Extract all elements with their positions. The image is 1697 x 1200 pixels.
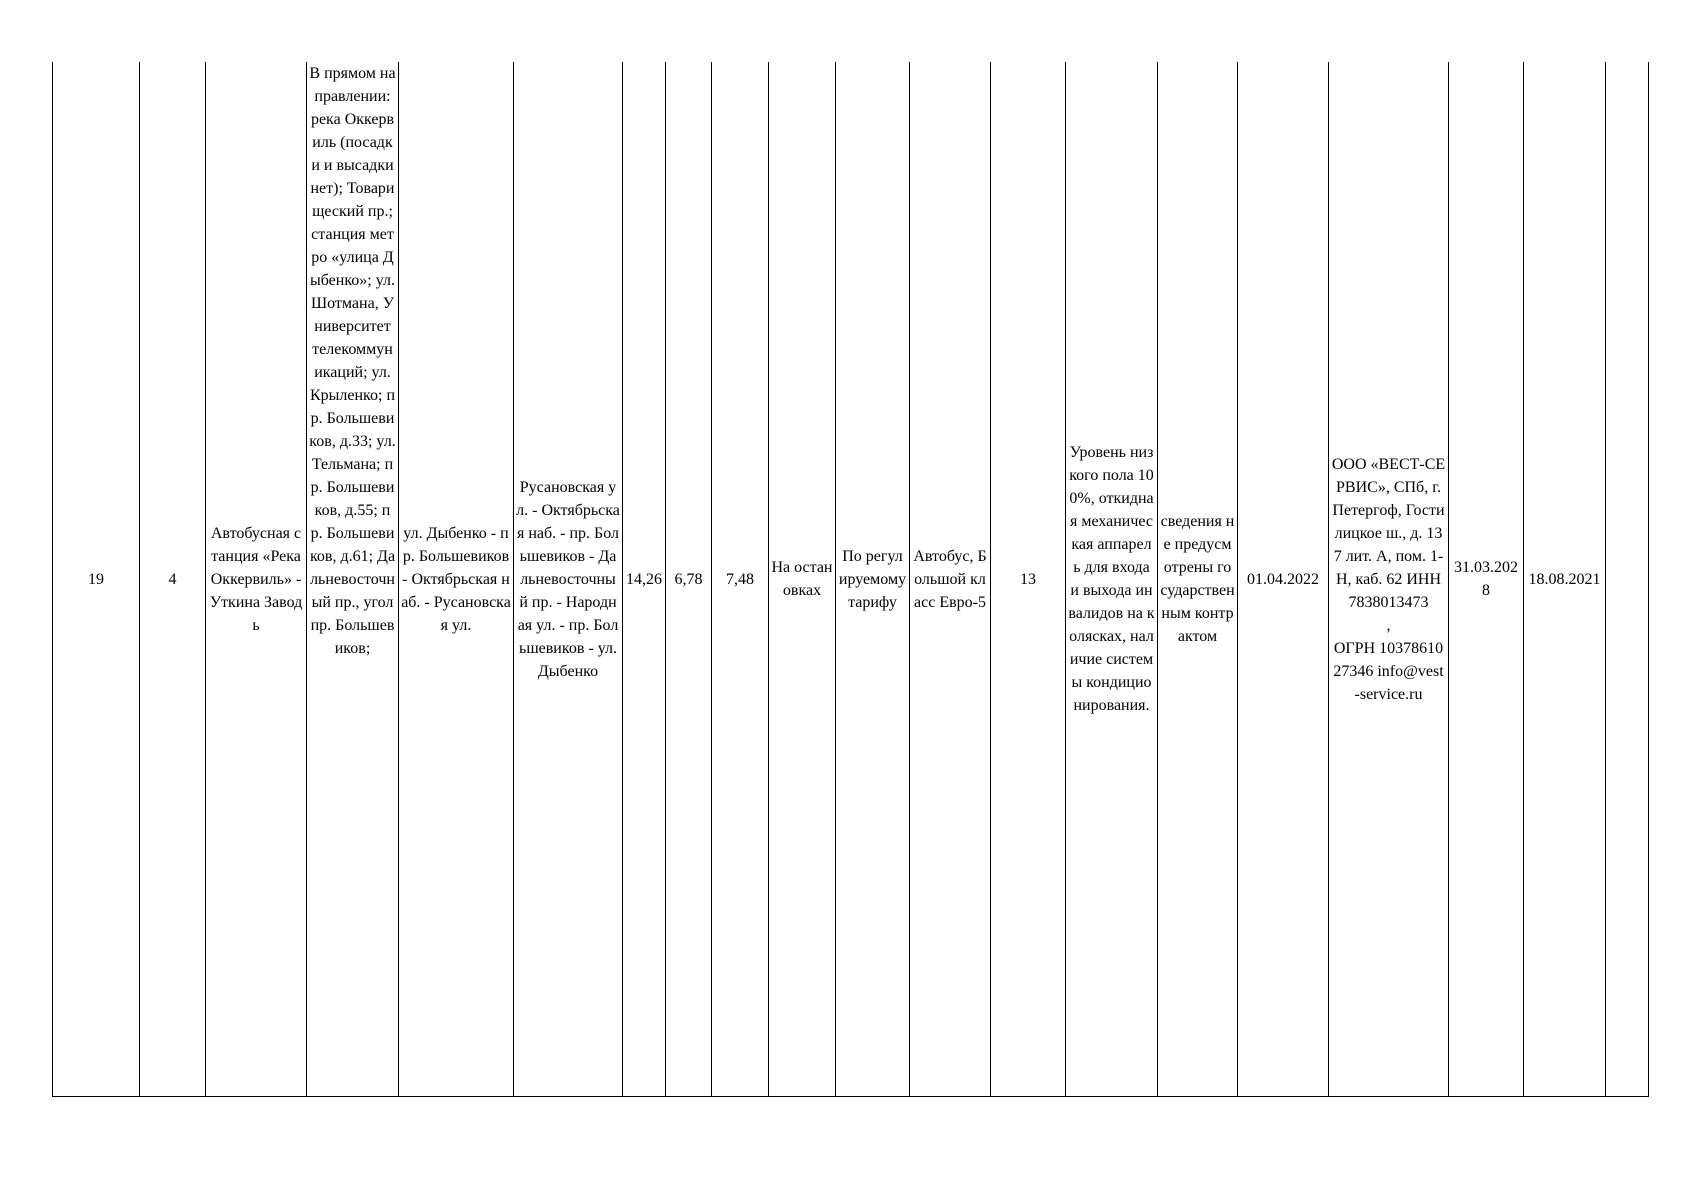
cell-streets-backward: Русановская ул. - Октябрьская наб. - пр. Большевиков - Дальневосточный пр. - Народная ул. - пр. Большевиков - ул. Дыбенко bbox=[514, 62, 623, 1097]
cell-route-number: 4 bbox=[140, 62, 206, 1097]
table-row bbox=[53, 62, 1649, 1097]
cell-vehicle-count: 13 bbox=[991, 62, 1066, 1097]
cell-reg-number: 19 bbox=[53, 62, 140, 1097]
cell-length-forward: 14,26 bbox=[623, 62, 666, 1097]
cell-carrier: ООО «ВЕСТ-СЕРВИС», СПб, г. Петергоф, Гостилицкое ш., д. 137 лит. А, пом. 1-Н, каб. 62 ИНН 7838013473 , ОГРН 1037861027346 info@vest-service.ru bbox=[1329, 62, 1449, 1097]
cell-stops: В прямом направлении: река Оккервиль (посадки и высадки нет); Товарищеский пр.; станция метро «улица Дыбенко»; ул. Шотмана, Университет телекоммуникаций; ул. Крыленко; пр. Большевиков, д.33; ул. Тельмана; пр. Большевиков, д.55; пр. Большевиков, д.61; Дальневосточный пр., угол пр. Большевиков; bbox=[307, 62, 399, 1097]
cell-contract-info: сведения не предусмотрены государственным контрактом bbox=[1158, 62, 1238, 1097]
cell-start-date: 01.04.2022 bbox=[1238, 62, 1329, 1097]
cell-tariff-type: По регулируемому тарифу bbox=[836, 62, 910, 1097]
cell-vehicle: Автобус, Большой класс Евро-5 bbox=[910, 62, 991, 1097]
cell-vehicle-features: Уровень низкого пола 100%, откидная механическая аппарель для входа и выхода инвалидов на колясках, наличие системы кондиционирования. bbox=[1066, 62, 1158, 1097]
cell-registration-date: 18.08.2021 bbox=[1524, 62, 1606, 1097]
cell-end-date: 31.03.2028 bbox=[1449, 62, 1524, 1097]
cell-boarding-order: На остановках bbox=[769, 62, 836, 1097]
cell-route-name: Автобусная станция «Река Оккервиль» - Уткина Заводь bbox=[206, 62, 307, 1097]
cell-length-backward: 6,78 bbox=[666, 62, 712, 1097]
cell-streets-forward: ул. Дыбенко - пр. Большевиков - Октябрьская наб. - Русановская ул. bbox=[399, 62, 514, 1097]
cell-note bbox=[1606, 62, 1649, 1097]
cell-length-total: 7,48 bbox=[712, 62, 769, 1097]
route-registry-table bbox=[52, 62, 1649, 1097]
